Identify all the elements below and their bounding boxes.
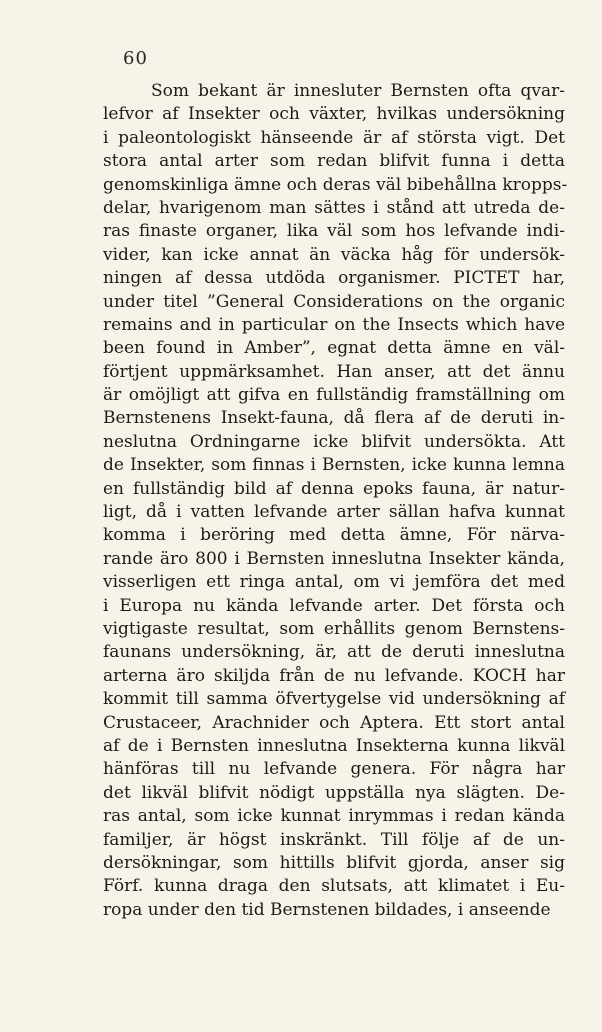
text-line: familjer, är högst inskränkt. Till följe af de un- [103, 829, 565, 850]
text-line: visserligen ett ringa antal, om vi jemföra det med [103, 572, 565, 593]
text-line: remains and in particular on the Insects which have [103, 314, 565, 335]
text-line: en fullständig bild af denna epoks fauna, är natur- [103, 478, 565, 499]
page-number: 60 [123, 48, 148, 69]
text-line: ras finaste organer, lika väl som hos lefvande indi- [103, 221, 565, 242]
text-line: är omöjligt att gifva en fullständig framställning om [103, 385, 565, 406]
text-line: lefvor af Insekter och växter, hvilkas undersökning [103, 104, 565, 125]
text-line: been found in Amber”, egnat detta ämne en väl- [103, 338, 565, 359]
text-line: kommit till samma öfvertygelse vid undersökning af [103, 689, 565, 710]
body-text [103, 80, 568, 922]
text-line: ningen af dessa utdöda organismer. PICTET har, [103, 268, 565, 289]
text-line: dersökningar, som hittills blifvit gjorda, anser sig [103, 852, 565, 873]
text-line: förtjent uppmärksamhet. Han anser, att det ännu [103, 361, 565, 382]
text-line: af de i Bernsten inneslutna Insekterna kunna likväl [103, 735, 565, 756]
text-line: delar, hvarigenom man sättes i stånd att utreda de- [103, 197, 565, 218]
text-line: arterna äro skiljda från de nu lefvande. KOCH har [103, 665, 565, 686]
text-line: faunans undersökning, är, att de deruti inneslutna [103, 642, 565, 663]
text-line: komma i beröring med detta ämne, För närva- [103, 525, 565, 546]
text-line: de Insekter, som finnas i Bernsten, icke kunna lemna [103, 455, 565, 476]
text-line: ropa under den tid Bernstenen bildades, i anseende [103, 899, 551, 920]
text-line: det likväl blifvit nödigt uppställa nya slägten. De- [103, 782, 565, 803]
text-line: vigtigaste resultat, som erhållits genom Bernstens- [103, 618, 565, 639]
text-line: under titel ”General Considerations on the organic [103, 291, 565, 312]
text-line: i paleontologiskt hänseende är af största vigt. Det [103, 127, 565, 148]
text-line: Förf. kunna draga den slutsats, att klimatet i Eu- [103, 876, 565, 897]
text-line: ras antal, som icke kunnat inrymmas i redan kända [103, 806, 565, 827]
text-line: i Europa nu kända lefvande arter. Det första och [103, 595, 565, 616]
text-line: rande äro 800 i Bernsten inneslutna Insekter kända, [103, 548, 565, 569]
text-line: genomskinliga ämne och deras väl bibehållna kropps- [103, 174, 568, 195]
text-line: ligt, då i vatten lefvande arter sällan hafva kunnat [103, 502, 565, 523]
text-line: hänföras till nu lefvande genera. För några har [103, 759, 565, 780]
text-line: Som bekant är innesluter Bernsten ofta qvar- [151, 81, 565, 101]
text-line: Crustaceer, Arachnider och Aptera. Ett stort antal [103, 712, 565, 733]
text-line: vider, kan icke annat än väcka håg för undersök- [103, 244, 565, 265]
text-line: stora antal arter som redan blifvit funna i detta [103, 151, 565, 172]
text-line: Bernstenens Insekt-fauna, då flera af de deruti in- [103, 408, 565, 429]
text-line: neslutna Ordningarne icke blifvit undersökta. Att [103, 431, 565, 452]
